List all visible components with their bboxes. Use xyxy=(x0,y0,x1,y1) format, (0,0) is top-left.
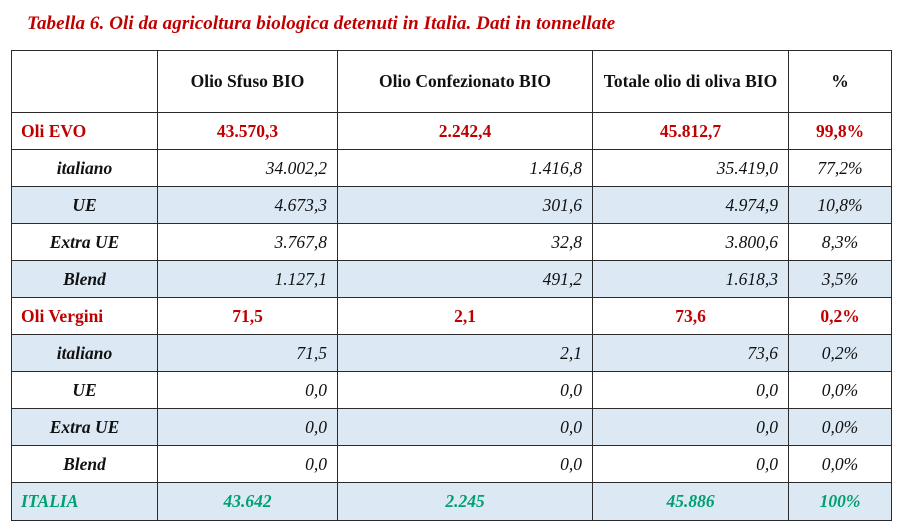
row-label: UE xyxy=(12,187,158,224)
row-label: Extra UE xyxy=(12,224,158,261)
table-row xyxy=(12,372,892,409)
cell-bulk: 4.673,3 xyxy=(158,187,338,224)
row-label: Oli Vergini xyxy=(12,298,158,335)
table-header-row xyxy=(12,51,892,113)
row-label: italiano xyxy=(12,335,158,372)
table-row xyxy=(12,446,892,483)
cell-percent: 0,0% xyxy=(789,446,892,483)
row-label: italiano xyxy=(12,150,158,187)
cell-percent: 3,5% xyxy=(789,261,892,298)
table-row xyxy=(12,261,892,298)
cell-total: 1.618,3 xyxy=(593,261,789,298)
table-row xyxy=(12,113,892,150)
row-label: Extra UE xyxy=(12,409,158,446)
table-row xyxy=(12,409,892,446)
cell-percent: 0,2% xyxy=(789,335,892,372)
table-row xyxy=(12,224,892,261)
cell-bulk: 3.767,8 xyxy=(158,224,338,261)
cell-percent: 10,8% xyxy=(789,187,892,224)
row-label: UE xyxy=(12,372,158,409)
cell-percent: 0,2% xyxy=(789,298,892,335)
cell-total: 45.812,7 xyxy=(593,113,789,150)
cell-packaged: 0,0 xyxy=(338,372,593,409)
cell-packaged: 301,6 xyxy=(338,187,593,224)
cell-bulk: 43.642 xyxy=(158,483,338,521)
table-row xyxy=(12,483,892,521)
cell-packaged: 0,0 xyxy=(338,409,593,446)
cell-percent: 77,2% xyxy=(789,150,892,187)
cell-total: 45.886 xyxy=(593,483,789,521)
header-cell-packaged: Olio Confezionato BIO xyxy=(338,51,593,113)
cell-percent: 0,0% xyxy=(789,372,892,409)
cell-packaged: 2.245 xyxy=(338,483,593,521)
cell-percent: 99,8% xyxy=(789,113,892,150)
row-label: ITALIA xyxy=(12,483,158,521)
cell-total: 35.419,0 xyxy=(593,150,789,187)
cell-bulk: 43.570,3 xyxy=(158,113,338,150)
cell-percent: 8,3% xyxy=(789,224,892,261)
header-cell-percent: % xyxy=(789,51,892,113)
cell-packaged: 2,1 xyxy=(338,298,593,335)
cell-bulk: 71,5 xyxy=(158,298,338,335)
row-label: Blend xyxy=(12,261,158,298)
table-row xyxy=(12,187,892,224)
cell-bulk: 34.002,2 xyxy=(158,150,338,187)
cell-total: 0,0 xyxy=(593,446,789,483)
row-label: Oli EVO xyxy=(12,113,158,150)
cell-percent: 100% xyxy=(789,483,892,521)
cell-bulk: 71,5 xyxy=(158,335,338,372)
cell-packaged: 0,0 xyxy=(338,446,593,483)
cell-total: 0,0 xyxy=(593,409,789,446)
table-row xyxy=(12,150,892,187)
cell-packaged: 2.242,4 xyxy=(338,113,593,150)
header-cell-category xyxy=(12,51,158,113)
cell-total: 3.800,6 xyxy=(593,224,789,261)
header-cell-total: Totale olio di oliva BIO xyxy=(593,51,789,113)
cell-total: 73,6 xyxy=(593,335,789,372)
table-row xyxy=(12,298,892,335)
cell-bulk: 0,0 xyxy=(158,409,338,446)
cell-packaged: 491,2 xyxy=(338,261,593,298)
cell-percent: 0,0% xyxy=(789,409,892,446)
cell-bulk: 0,0 xyxy=(158,372,338,409)
cell-packaged: 2,1 xyxy=(338,335,593,372)
cell-packaged: 1.416,8 xyxy=(338,150,593,187)
header-cell-bulk: Olio Sfuso BIO xyxy=(158,51,338,113)
cell-bulk: 0,0 xyxy=(158,446,338,483)
cell-total: 0,0 xyxy=(593,372,789,409)
cell-total: 4.974,9 xyxy=(593,187,789,224)
cell-packaged: 32,8 xyxy=(338,224,593,261)
table-caption: Tabella 6. Oli da agricoltura biologica detenuti in Italia. Dati in tonnellate xyxy=(27,13,616,34)
cell-total: 73,6 xyxy=(593,298,789,335)
row-label: Blend xyxy=(12,446,158,483)
table-row xyxy=(12,335,892,372)
bio-oils-table xyxy=(11,50,892,521)
cell-bulk: 1.127,1 xyxy=(158,261,338,298)
